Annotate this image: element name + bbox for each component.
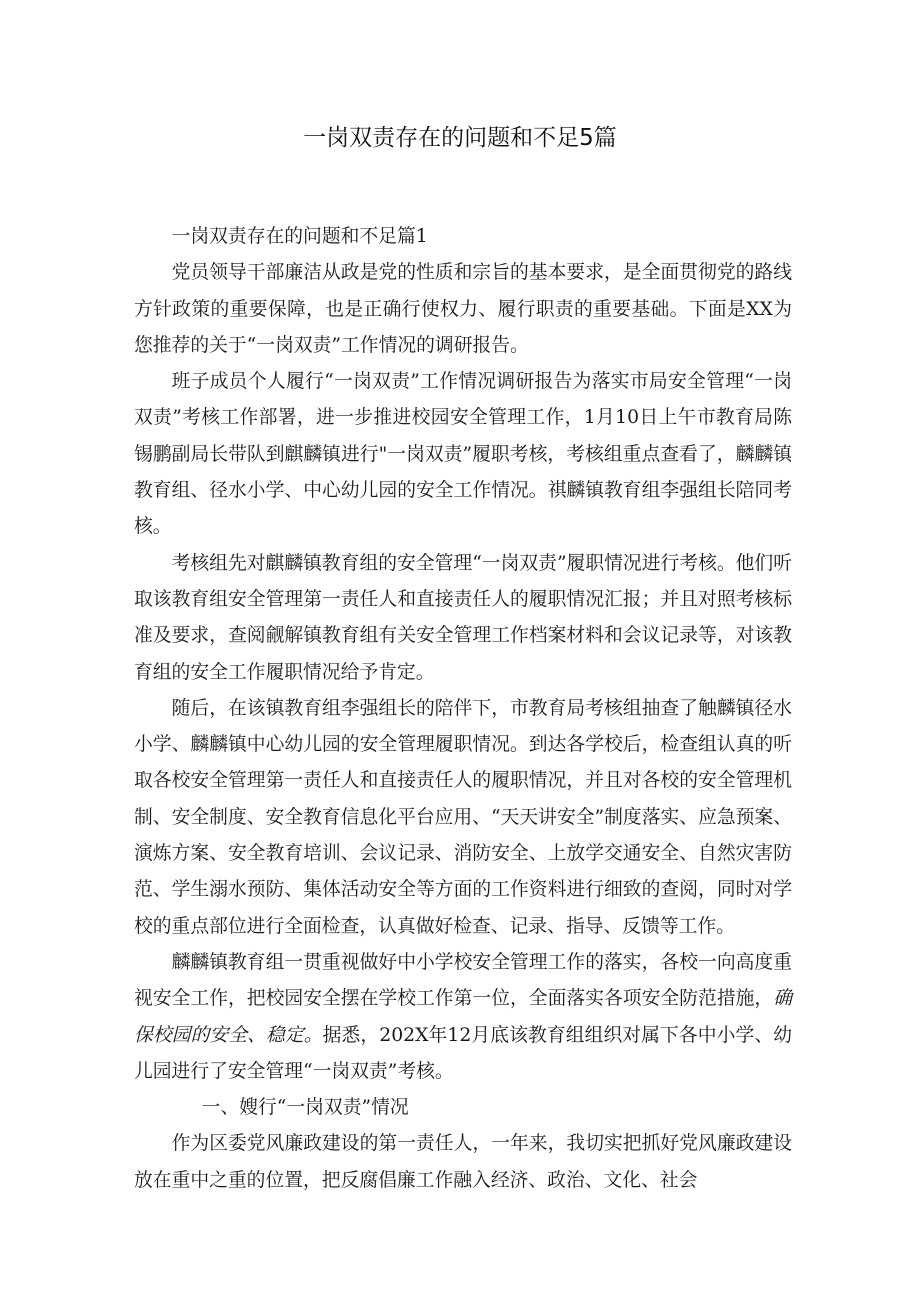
section-heading: 一、嫂行“一岗双责”情况 xyxy=(201,1097,409,1119)
paragraph-safety-summary-italic: 确保校园的安全、稳定。 xyxy=(134,988,792,1046)
document-title: 一岗双责存在的问题和不足5篇 xyxy=(303,125,617,151)
paragraph-safety-summary-part1: 麟麟镇教育组一贯重视做好中小学校安全管理工作的落实，各校一向高度重视安全工作，把校园安全摆在学校工作第一位，全面落实各项安全防范措施， xyxy=(134,951,792,1010)
paragraph-safety-summary-part2: 据悉，202X年12月底该教育组组织对属下各中小学、幼儿园进行了安全管理“一岗双责”考核。 xyxy=(134,1024,793,1082)
paragraph-school-inspection: 随后，在该镇教育组李强组长的陪伴下，市教育局考核组抽查了触麟镇径水小学、麟麟镇中心幼儿园的安全管理履职情况。到达各学校后，检查组认真的听取各校安全管理第一责任人和直接责任人的履职情况，并且对各校的安全管理机制、安全制度、安全教育信息化平台应用、“天天讲安全”制度落实、应急预案、演炼方案、安全教育培训、会议记录、消防安全、上放学交通安全、自然灾害防范、学生溺水预防、集体活动安全等方面的工作资料进行细致的查阅，同时对学校的重点部位进行全面检查，认真做好检查、记录、指导、反馈等工作。 xyxy=(134,697,792,937)
paragraph-education-group-review: 考核组先对麒麟镇教育组的安全管理“一岗双责”履职情况进行考核。他们听取该教育组安全管理第一责任人和直接责任人的履职情况汇报；并且对照考核标准及要求，查阅觎解镇教育组有关安全管理工作档案材料和会议记录等，对该教育组的安全工作履职情况给予肯定。 xyxy=(134,552,792,683)
paragraph-party-responsibility: 作为区委党风廉政建设的第一责任人，一年来，我切实把抓好党风廉政建设放在重中之重的位置，把反腐倡廉工作融入经济、政治、文化、社会 xyxy=(134,1133,792,1191)
paragraph-safety-summary xyxy=(134,945,792,1090)
paragraph-intro: 党员领导干部廉洁从政是党的性质和宗旨的基本要求，是全面贯彻党的路线方针政策的重要保障，也是正确行使权力、履行职责的重要基础。下面是XX为您推荐的关于“一岗双责”工作情况的调研报告。 xyxy=(134,262,792,356)
section-subtitle: 一岗双责存在的问题和不足篇1 xyxy=(171,226,428,247)
document-body xyxy=(134,219,792,1199)
paragraph-report-overview: 班子成员个人履行“一岗双责”工作情况调研报告为落实市局安全管理“一岗双责”考核工作部署，进一步推进校园安全管理工作，1月10日上午市教育局陈锡鹏副局长带队到麒麟镇进行"一岗双责”履职考核，考核组重点查看了，麟麟镇教育组、径水小学、中心幼儿园的安全工作情况。祺麟镇教育组李强组长陪同考核。 xyxy=(134,371,792,538)
